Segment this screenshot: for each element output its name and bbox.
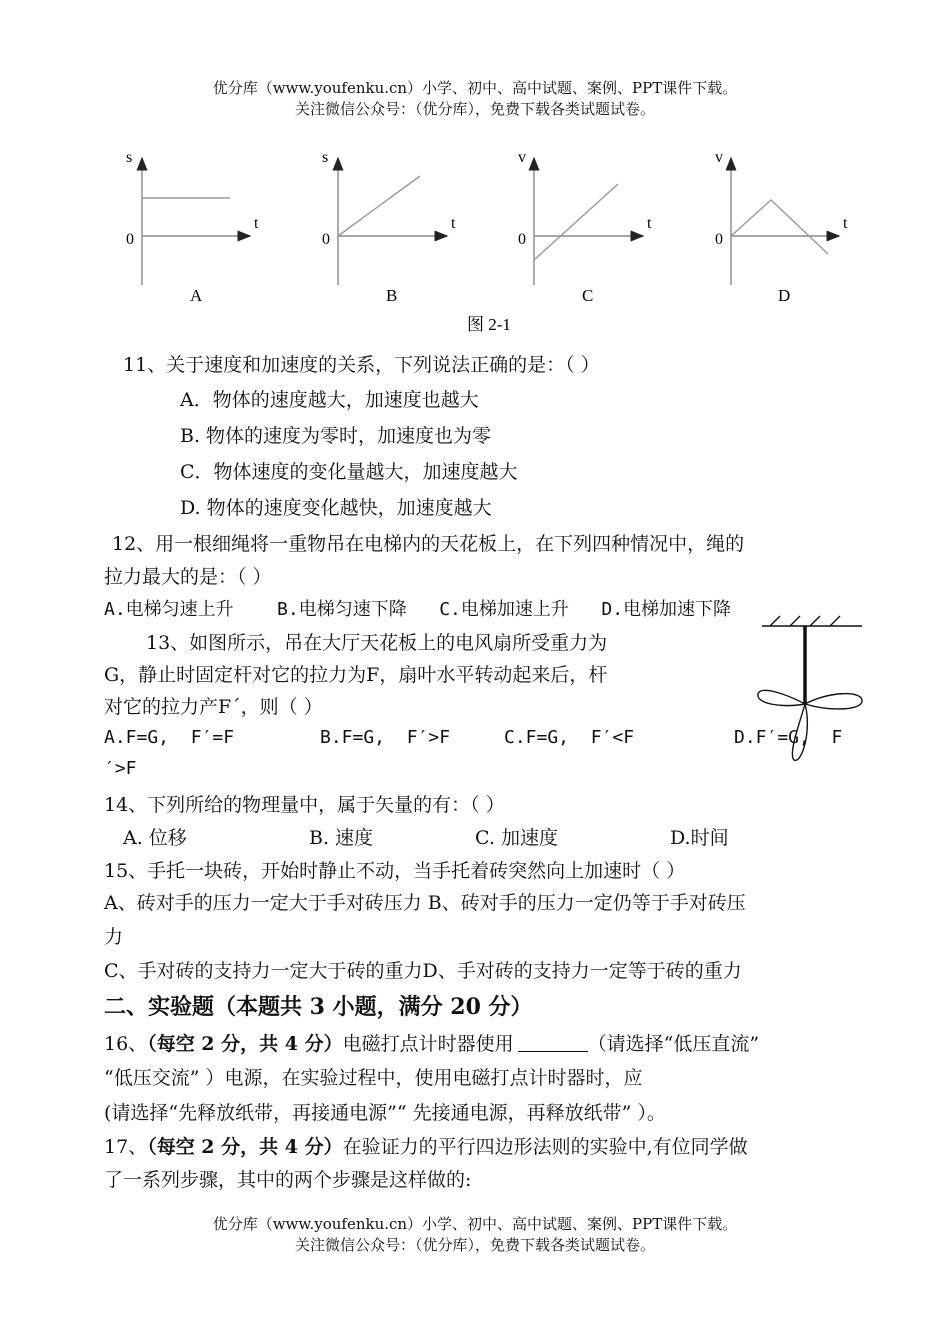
q12-stem-1: 12、用一根细绳将一重物吊在电梯内的天花板上，在下列四种情况中，绳的 [112,533,745,555]
q11-option-b: B. 物体的速度为零时，加速度也为零 [180,425,492,447]
fan-blade-left [758,690,805,705]
q12-options: A.电梯匀速上升 B.电梯匀速下降 C.电梯加速上升 D.电梯加速下降 [104,599,732,620]
q17-points: （每空 2 分，共 4 分） [147,1136,343,1158]
q11-option-c: C．物体速度的变化量越大，加速度越大 [180,461,518,483]
q16-answer-blank [518,1033,588,1052]
graph-b-axis-label: s [322,149,329,166]
q11-option-d: D. 物体的速度变化越快，加速度越大 [180,497,492,519]
q16-line-2: “低压交流” ）电源，在实验过程中，使用电磁打点计时器时，应 [104,1067,643,1089]
q16-number: 16、 [104,1033,148,1055]
graph-a-origin: 0 [126,231,134,248]
q15-options-cd: C、手对砖的支持力一定大于砖的重力D、手对砖的支持力一定等于砖的重力 [104,960,742,982]
q13-option-b: B.F=G, F′>F [320,727,451,748]
q13-option-a: A.F=G, F′=F [104,727,235,748]
footer-line-1: 优分库（www.youfenku.cn）小学、初中、高中试题、案例、PPT课件下载。 [212,1215,738,1233]
graph-c-line [534,184,618,260]
graph-b-origin: 0 [322,231,330,248]
q14-option-c: C. 加速度 [475,827,558,849]
graph-d-t-label: t [843,215,848,232]
graph-a-t-label: t [254,215,259,232]
graph-d-line [731,200,828,254]
q15-stem: 15、手托一块砖，开始时静止不动，当手托着砖突然向上加速时（ ） [104,860,686,882]
footer-line-2: 关注微信公众号：（优分库），免费下载各类试题试卷。 [294,1236,655,1254]
graph-c-origin: 0 [518,231,526,248]
q16-text-b: （请选择“低压直流” [587,1033,760,1055]
graph-a-axis-label: s [126,149,133,166]
header-line-2: 关注微信公众号：（优分库），免费下载各类试题试卷。 [294,100,655,118]
graph-d-label: D [778,286,791,305]
fan-blade-bottom [792,704,807,760]
q16-line-1 [104,1029,759,1056]
q16-points: （每空 2 分，共 4 分） [147,1033,343,1055]
q14-stem: 14、下列所给的物理量中，属于矢量的有：（ ） [104,794,505,816]
graph-b-label: B [386,286,398,305]
figure-2-1 [0,140,950,340]
header-line-1: 优分库（www.youfenku.cn）小学、初中、高中试题、案例、PPT课件下载。 [212,79,738,97]
q14-option-a: A. 位移 [123,827,187,849]
graph-c [518,149,652,285]
graph-b-line [338,176,420,236]
q17-line-2: 了一系列步骤，其中的两个步骤是这样做的: [104,1169,472,1191]
q13-line-3: 对它的拉力产F´，则（ ） [104,696,323,718]
q17-text: 在验证力的平行四边形法则的实验中,有位同学做 [342,1136,748,1158]
fan-blade-right [805,694,862,709]
graph-b-t-label: t [451,215,456,232]
graph-c-label: C [582,286,594,305]
q14-option-b: B. 速度 [309,827,374,849]
q16-line-3: (请选择“先释放纸带，再接通电源”“ 先接通电源，再释放纸带” ）。 [104,1102,666,1124]
graph-c-t-label: t [647,215,652,232]
graph-a-label: A [190,286,203,305]
q13-option-d: D.F′=G, F [734,727,843,748]
q17-line-1 [104,1132,748,1159]
q13-option-c: C.F=G, F′<F [504,727,635,748]
graph-d-axis-label: v [715,149,723,166]
q11-stem: 11、关于速度和加速度的关系，下列说法正确的是：（ ） [123,354,600,376]
q14-option-d: D.时间 [670,827,729,849]
ceiling-fan-figure [752,612,872,772]
figure-caption: 图 2-1 [467,315,511,334]
q13-option-d-cont: ′>F [104,758,137,779]
q16-text: 电磁打点计时器使用 [342,1033,514,1055]
section-2-title: 二、实验题（本题共 3 小题，满分 20 分） [104,994,533,1020]
q13-line-2: G，静止时固定杆对它的拉力为F，扇叶水平转动起来后，杆 [104,664,608,686]
graph-b [322,149,456,285]
q13-line-1: 13、如图所示，吊在大厅天花板上的电风扇所受重力为 [146,632,608,654]
q15-options-ab: A、砖对手的压力一定大于手对砖压力 B、砖对手的压力一定仍等于手对砖压 [104,892,746,914]
graph-d [715,149,848,285]
q17-number: 17、 [104,1136,148,1158]
q11-option-a: A．物体的速度越大，加速度也越大 [180,389,479,411]
q15-options-ab-cont: 力 [104,926,124,948]
graph-c-axis-label: v [518,149,526,166]
graph-d-origin: 0 [715,231,723,248]
q12-stem-2: 拉力最大的是：（ ） [104,566,272,588]
graph-a [126,149,259,285]
